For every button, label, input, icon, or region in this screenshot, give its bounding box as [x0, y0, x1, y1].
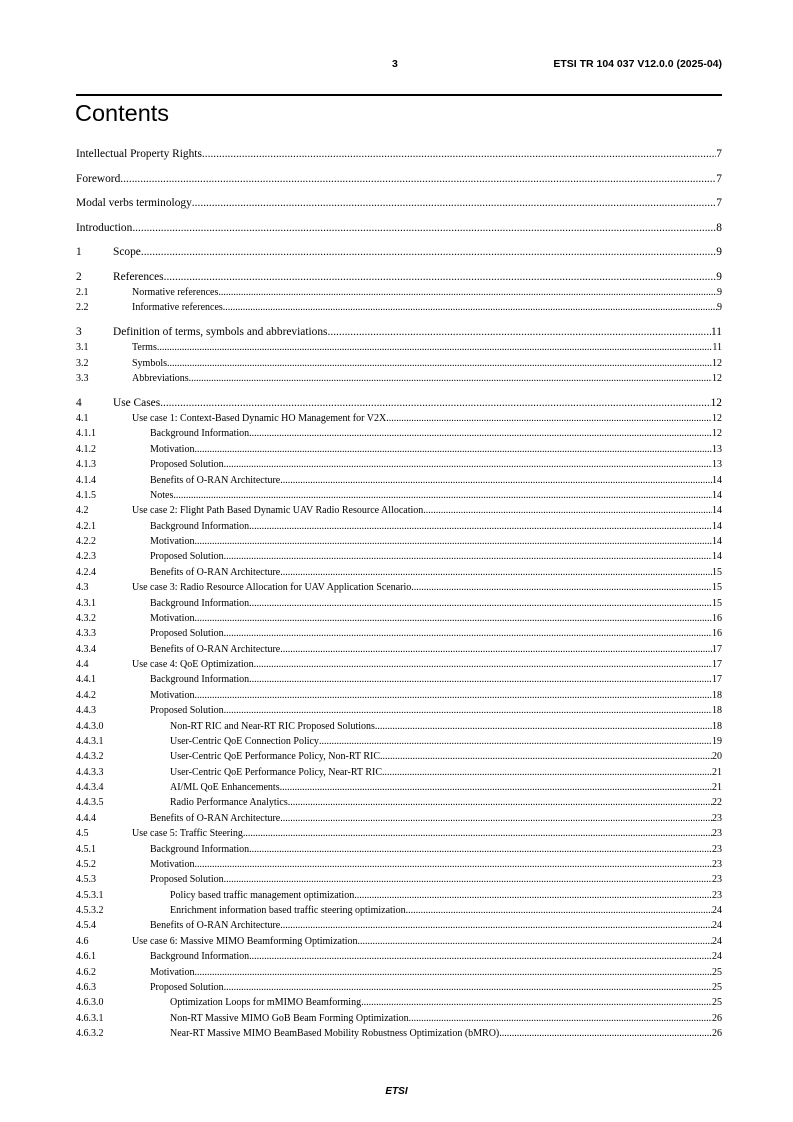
toc-entry-page[interactable]: 12	[712, 357, 722, 369]
dot-leader	[218, 285, 717, 300]
dot-leader	[202, 146, 716, 162]
toc-entry-title[interactable]: Background Information	[150, 674, 250, 686]
footer-publisher: ETSI	[385, 1086, 408, 1097]
dot-leader	[280, 642, 712, 657]
page-title: Contents	[75, 100, 170, 126]
toc-entry-page[interactable]: 23	[712, 889, 722, 901]
toc-entry-number: 4.3.1	[76, 597, 96, 609]
toc-entry-page[interactable]: 9	[716, 246, 722, 259]
toc-entry-number: 4.5.4	[76, 920, 96, 932]
toc-entry[interactable]	[76, 611, 722, 626]
dot-leader	[386, 411, 712, 426]
toc-entry-page[interactable]: 21	[712, 782, 722, 794]
toc-entry[interactable]	[76, 503, 722, 518]
toc-entry-page[interactable]: 7	[716, 197, 722, 210]
toc-entry-page[interactable]: 12	[712, 413, 722, 425]
toc-entry[interactable]	[76, 195, 722, 211]
dot-leader	[224, 980, 712, 995]
toc-entry[interactable]	[76, 371, 722, 386]
toc-entry-title[interactable]: Foreword	[76, 172, 121, 185]
toc-entry-title[interactable]: User-Centric QoE Performance Policy, Near-RT RIC	[170, 766, 382, 778]
toc-entry-page[interactable]: 9	[716, 270, 722, 283]
toc-entry-page[interactable]: 11	[712, 342, 722, 354]
dot-leader	[224, 703, 712, 718]
toc-entry-page[interactable]: 23	[712, 858, 722, 870]
toc-entry-page[interactable]: 14	[712, 489, 722, 501]
dot-leader	[141, 244, 716, 260]
toc-entry-title[interactable]: Use case 6: Massive MIMO Beamforming Optimization	[132, 935, 358, 947]
toc-entry-page[interactable]: 14	[712, 536, 722, 548]
toc-entry[interactable]	[76, 146, 722, 162]
toc-entry-number: 4.4	[76, 659, 89, 671]
document-id: ETSI TR 104 037 V12.0.0 (2025-04)	[553, 58, 722, 70]
toc-entry-page[interactable]: 18	[712, 689, 722, 701]
toc-entry-title[interactable]: Motivation	[150, 858, 195, 870]
toc-entry-title[interactable]: Benefits of O-RAN Architecture	[150, 566, 281, 578]
toc-entry-title[interactable]: Non-RT RIC and Near-RT RIC Proposed Solutions	[170, 720, 375, 732]
dot-leader	[382, 765, 712, 780]
toc-entry-page[interactable]: 12	[710, 397, 722, 410]
dot-leader	[194, 534, 712, 549]
toc-entry-number: 3.1	[76, 342, 89, 354]
toc-entry[interactable]	[76, 888, 722, 903]
dot-leader	[223, 300, 717, 315]
toc-entry-title[interactable]: Use case 3: Radio Resource Allocation for UAV Application Scenario	[132, 582, 412, 594]
dot-leader	[164, 269, 717, 285]
toc-entry-number: 4.4.4	[76, 812, 96, 824]
toc-entry-page[interactable]: 13	[712, 459, 722, 471]
toc-entry-title[interactable]: Terms	[132, 342, 157, 354]
table-of-contents	[76, 146, 722, 1041]
toc-entry-page[interactable]: 19	[712, 735, 722, 747]
dot-leader	[319, 734, 712, 749]
toc-entry-page[interactable]: 13	[712, 443, 722, 455]
toc-entry-number: 4.4.2	[76, 689, 96, 701]
toc-entry[interactable]	[76, 765, 722, 780]
toc-entry-number: 4.1.2	[76, 443, 96, 455]
toc-entry-number: 4.5	[76, 828, 89, 840]
toc-entry-page[interactable]: 23	[712, 812, 722, 824]
toc-entry-page[interactable]: 8	[716, 221, 722, 234]
toc-entry-title[interactable]: Enrichment information based traffic steering optimization	[170, 905, 406, 917]
toc-entry[interactable]	[76, 811, 722, 826]
toc-entry-title[interactable]: Background Information	[150, 597, 250, 609]
dot-leader	[358, 934, 712, 949]
toc-entry-number: 4.3.3	[76, 628, 96, 640]
dot-leader	[354, 888, 712, 903]
toc-entry-title[interactable]: Motivation	[150, 966, 195, 978]
toc-entry-page[interactable]: 26	[712, 1012, 722, 1024]
toc-entry-number: 4.2.1	[76, 520, 96, 532]
toc-entry-page[interactable]: 23	[712, 874, 722, 886]
toc-entry[interactable]	[76, 488, 722, 503]
toc-entry-page[interactable]: 15	[712, 597, 722, 609]
toc-entry-title[interactable]: Use case 1: Context-Based Dynamic HO Management for V2X	[132, 413, 387, 425]
toc-entry-page[interactable]: 11	[711, 326, 722, 339]
toc-entry-number: 4.5.3.2	[76, 905, 104, 917]
dot-leader	[280, 473, 712, 488]
toc-entry-title[interactable]: Optimization Loops for mMIMO Beamforming	[170, 997, 362, 1009]
toc-entry-page[interactable]: 24	[712, 920, 722, 932]
toc-entry-title[interactable]: Proposed Solution	[150, 459, 224, 471]
toc-entry[interactable]	[76, 411, 722, 426]
toc-entry[interactable]	[76, 642, 722, 657]
toc-entry-number: 4.1	[76, 413, 89, 425]
toc-entry-number: 4.4.1	[76, 674, 96, 686]
toc-entry[interactable]	[76, 300, 722, 315]
toc-entry-page[interactable]: 23	[712, 828, 722, 840]
toc-entry-page[interactable]: 21	[712, 766, 722, 778]
toc-entry-number: 4.5.3	[76, 874, 96, 886]
toc-entry[interactable]	[76, 795, 722, 810]
dot-leader	[224, 872, 712, 887]
dot-leader	[361, 995, 712, 1010]
toc-entry-page[interactable]: 12	[712, 373, 722, 385]
toc-entry[interactable]	[76, 519, 722, 534]
toc-entry-number: 2.1	[76, 286, 89, 298]
toc-entry-number: 4.2.2	[76, 536, 96, 548]
dot-leader	[411, 580, 712, 595]
toc-entry-title[interactable]: Use case 5: Traffic Steering	[132, 828, 243, 840]
toc-entry-page[interactable]: 17	[712, 643, 722, 655]
toc-entry[interactable]	[76, 534, 722, 549]
toc-entry-number: 4.4.3.4	[76, 782, 104, 794]
dot-leader	[120, 171, 716, 187]
toc-entry-page[interactable]: 14	[712, 474, 722, 486]
toc-entry-page[interactable]: 9	[717, 302, 722, 314]
toc-entry-page[interactable]: 25	[712, 981, 722, 993]
dot-leader	[132, 220, 716, 236]
toc-entry-title[interactable]: Motivation	[150, 536, 195, 548]
toc-entry-title[interactable]: Benefits of O-RAN Architecture	[150, 474, 281, 486]
toc-entry-title[interactable]: Motivation	[150, 612, 195, 624]
toc-entry-title[interactable]: Proposed Solution	[150, 628, 224, 640]
toc-entry-title[interactable]: User-Centric QoE Performance Policy, Non-RT RIC	[170, 751, 380, 763]
toc-entry-number: 4.4.3.2	[76, 751, 104, 763]
toc-entry[interactable]	[76, 657, 722, 672]
toc-entry-title[interactable]: Benefits of O-RAN Architecture	[150, 812, 281, 824]
toc-entry-title[interactable]: Non-RT Massive MIMO GoB Beam Forming Optimization	[170, 1012, 409, 1024]
toc-entry-page[interactable]: 26	[712, 1028, 722, 1040]
toc-entry-title[interactable]: Proposed Solution	[150, 551, 224, 563]
toc-entry[interactable]	[76, 703, 722, 718]
dot-leader	[194, 965, 712, 980]
dot-leader	[224, 457, 712, 472]
dot-leader	[499, 1026, 712, 1041]
toc-entry-title[interactable]: Introduction	[76, 221, 133, 234]
toc-entry-page[interactable]: 24	[712, 951, 722, 963]
toc-entry-page[interactable]: 7	[716, 148, 722, 160]
toc-entry[interactable]	[76, 719, 722, 734]
toc-entry-page[interactable]: 14	[712, 505, 722, 517]
dot-leader	[409, 1011, 712, 1026]
toc-entry[interactable]	[76, 285, 722, 300]
toc-entry-number: 4.4.3.0	[76, 720, 104, 732]
toc-entry-page[interactable]: 15	[712, 566, 722, 578]
toc-entry[interactable]	[76, 965, 722, 980]
toc-entry[interactable]	[76, 857, 722, 872]
dot-leader	[194, 688, 712, 703]
toc-entry[interactable]	[76, 995, 722, 1010]
toc-entry[interactable]	[76, 565, 722, 580]
dot-leader	[380, 749, 712, 764]
toc-entry-number: 4.6.3	[76, 981, 96, 993]
toc-entry-page[interactable]: 22	[712, 797, 722, 809]
toc-entry-page[interactable]: 14	[712, 551, 722, 563]
dot-leader	[173, 488, 712, 503]
toc-entry-number: 4.2.4	[76, 566, 96, 578]
toc-entry[interactable]	[76, 596, 722, 611]
dot-leader	[280, 811, 712, 826]
toc-entry-number: 2	[76, 270, 82, 283]
toc-entry-page[interactable]: 15	[712, 582, 722, 594]
dot-leader	[249, 672, 712, 687]
toc-entry-number: 4.4.3.1	[76, 735, 104, 747]
dot-leader	[375, 719, 712, 734]
toc-entry[interactable]	[76, 688, 722, 703]
toc-entry-number: 4	[76, 397, 82, 410]
toc-entry-number: 4.2	[76, 505, 89, 517]
toc-entry-title[interactable]: Background Information	[150, 520, 250, 532]
toc-entry-page[interactable]: 24	[712, 935, 722, 947]
toc-entry-number: 4.2.3	[76, 551, 96, 563]
toc-entry-title[interactable]: Proposed Solution	[150, 981, 224, 993]
page-number: 3	[392, 58, 398, 70]
toc-entry[interactable]	[76, 442, 722, 457]
toc-entry-number: 4.6.3.2	[76, 1028, 104, 1040]
toc-entry[interactable]	[76, 324, 722, 340]
dot-leader	[249, 949, 712, 964]
toc-entry[interactable]	[76, 269, 722, 285]
toc-entry[interactable]	[76, 949, 722, 964]
dot-leader	[249, 519, 712, 534]
toc-entry-page[interactable]: 20	[712, 751, 722, 763]
toc-entry[interactable]	[76, 395, 722, 411]
toc-entry-number: 4.4.3	[76, 705, 96, 717]
toc-entry[interactable]	[76, 220, 722, 236]
toc-entry[interactable]	[76, 826, 722, 841]
toc-entry-number: 1	[76, 246, 82, 259]
toc-entry[interactable]	[76, 903, 722, 918]
toc-entry-title[interactable]: User-Centric QoE Connection Policy	[170, 735, 319, 747]
toc-entry[interactable]	[76, 473, 722, 488]
toc-entry-number: 4.4.3.5	[76, 797, 104, 809]
toc-entry-number: 4.3.4	[76, 643, 96, 655]
toc-entry-page[interactable]: 17	[712, 674, 722, 686]
toc-entry-number: 4.6.1	[76, 951, 96, 963]
dot-leader	[288, 795, 712, 810]
toc-entry-page[interactable]: 18	[712, 720, 722, 732]
toc-entry-title[interactable]: Use Cases	[113, 397, 161, 410]
toc-entry-title[interactable]: Symbols	[132, 357, 168, 369]
toc-entry-number: 4.1.1	[76, 428, 96, 440]
toc-entry-title[interactable]: References	[113, 270, 164, 283]
dot-leader	[280, 780, 712, 795]
toc-entry-page[interactable]: 12	[712, 428, 722, 440]
dot-leader	[280, 565, 712, 580]
toc-entry-page[interactable]: 7	[716, 172, 722, 185]
toc-entry[interactable]	[76, 672, 722, 687]
toc-entry-title[interactable]: Intellectual Property Rights	[76, 148, 202, 160]
toc-entry-title[interactable]: Background Information	[150, 843, 250, 855]
dot-leader	[160, 395, 710, 411]
toc-entry-number: 3.3	[76, 373, 89, 385]
toc-entry-page[interactable]: 16	[712, 612, 722, 624]
toc-entry-number: 4.1.5	[76, 489, 96, 501]
header-rule	[76, 94, 722, 96]
toc-entry[interactable]	[76, 626, 722, 641]
toc-entry-number: 4.6	[76, 935, 89, 947]
toc-entry[interactable]	[76, 749, 722, 764]
toc-entry[interactable]	[76, 1011, 722, 1026]
toc-entry[interactable]	[76, 1026, 722, 1041]
dot-leader	[249, 426, 712, 441]
toc-entry[interactable]	[76, 244, 722, 260]
toc-entry[interactable]	[76, 340, 722, 355]
toc-entry-title[interactable]: Background Information	[150, 951, 250, 963]
toc-entry-number: 4.4.3.3	[76, 766, 104, 778]
toc-entry-number: 4.5.1	[76, 843, 96, 855]
toc-entry-title[interactable]: Motivation	[150, 689, 195, 701]
toc-entry-title[interactable]: Use case 2: Flight Path Based Dynamic UAV Radio Resource Allocation	[132, 505, 424, 517]
toc-entry[interactable]	[76, 356, 722, 371]
toc-entry-number: 4.3	[76, 582, 89, 594]
dot-leader	[423, 503, 712, 518]
toc-entry[interactable]	[76, 918, 722, 933]
toc-entry-title[interactable]: Informative references	[132, 302, 223, 314]
toc-entry-title[interactable]: Benefits of O-RAN Architecture	[150, 920, 281, 932]
toc-entry-page[interactable]: 25	[712, 997, 722, 1009]
dot-leader	[406, 903, 712, 918]
toc-entry[interactable]	[76, 980, 722, 995]
dot-leader	[249, 596, 712, 611]
toc-entry[interactable]	[76, 426, 722, 441]
toc-entry-title[interactable]: Scope	[113, 246, 141, 259]
toc-entry-number: 4.1.4	[76, 474, 96, 486]
toc-entry[interactable]	[76, 549, 722, 564]
dot-leader	[194, 857, 712, 872]
toc-entry[interactable]	[76, 934, 722, 949]
toc-entry[interactable]	[76, 171, 722, 187]
dot-leader	[243, 826, 712, 841]
toc-entry-title[interactable]: Notes	[150, 489, 174, 501]
toc-entry-number: 4.5.3.1	[76, 889, 104, 901]
toc-entry-number: 4.5.2	[76, 858, 96, 870]
toc-entry-title[interactable]: Radio Performance Analytics	[170, 797, 288, 809]
dot-leader	[192, 195, 717, 211]
toc-entry-title[interactable]: Near-RT Massive MIMO BeamBased Mobility Robustness Optimization (bMRO)	[170, 1028, 500, 1040]
toc-entry[interactable]	[76, 734, 722, 749]
dot-leader	[224, 626, 712, 641]
dot-leader	[194, 442, 712, 457]
dot-leader	[224, 549, 712, 564]
dot-leader	[328, 324, 712, 340]
toc-entry-number: 3.2	[76, 357, 89, 369]
toc-entry[interactable]	[76, 780, 722, 795]
dot-leader	[254, 657, 712, 672]
dot-leader	[194, 611, 712, 626]
toc-entry-number: 4.3.2	[76, 612, 96, 624]
dot-leader	[167, 356, 712, 371]
toc-entry-number: 3	[76, 326, 82, 339]
toc-entry-title[interactable]: Benefits of O-RAN Architecture	[150, 643, 281, 655]
toc-entry-title[interactable]: Proposed Solution	[150, 874, 224, 886]
toc-entry-number: 4.6.3.0	[76, 997, 104, 1009]
toc-entry-number: 4.6.3.1	[76, 1012, 104, 1024]
toc-entry-number: 4.6.2	[76, 966, 96, 978]
toc-entry-title[interactable]: AI/ML QoE Enhancements	[170, 782, 280, 794]
dot-leader	[280, 918, 712, 933]
toc-entry-page[interactable]: 9	[717, 286, 722, 298]
toc-entry-number: 2.2	[76, 302, 89, 314]
toc-entry-page[interactable]: 18	[712, 705, 722, 717]
toc-entry-title[interactable]: Policy based traffic management optimization	[170, 889, 355, 901]
toc-entry-page[interactable]: 14	[712, 520, 722, 532]
toc-entry-page[interactable]: 24	[712, 905, 722, 917]
toc-entry[interactable]	[76, 872, 722, 887]
toc-entry-title[interactable]: Abbreviations	[132, 373, 189, 385]
toc-entry-number: 4.1.3	[76, 459, 96, 471]
toc-entry-title[interactable]: Normative references	[132, 286, 219, 298]
toc-entry-page[interactable]: 17	[712, 659, 722, 671]
toc-entry-title[interactable]: Motivation	[150, 443, 195, 455]
toc-entry-title[interactable]: Modal verbs terminology	[76, 197, 192, 210]
dot-leader	[157, 340, 713, 355]
dot-leader	[249, 842, 712, 857]
toc-entry-title[interactable]: Background Information	[150, 428, 250, 440]
dot-leader	[189, 371, 712, 386]
toc-entry-title[interactable]: Proposed Solution	[150, 705, 224, 717]
toc-entry-page[interactable]: 16	[712, 628, 722, 640]
toc-entry-title[interactable]: Use case 4: QoE Optimization	[132, 659, 254, 671]
toc-entry-page[interactable]: 23	[712, 843, 722, 855]
toc-entry-page[interactable]: 25	[712, 966, 722, 978]
toc-entry[interactable]	[76, 580, 722, 595]
toc-entry[interactable]	[76, 457, 722, 472]
toc-entry-title[interactable]: Definition of terms, symbols and abbreviations	[113, 326, 328, 339]
toc-entry[interactable]	[76, 842, 722, 857]
